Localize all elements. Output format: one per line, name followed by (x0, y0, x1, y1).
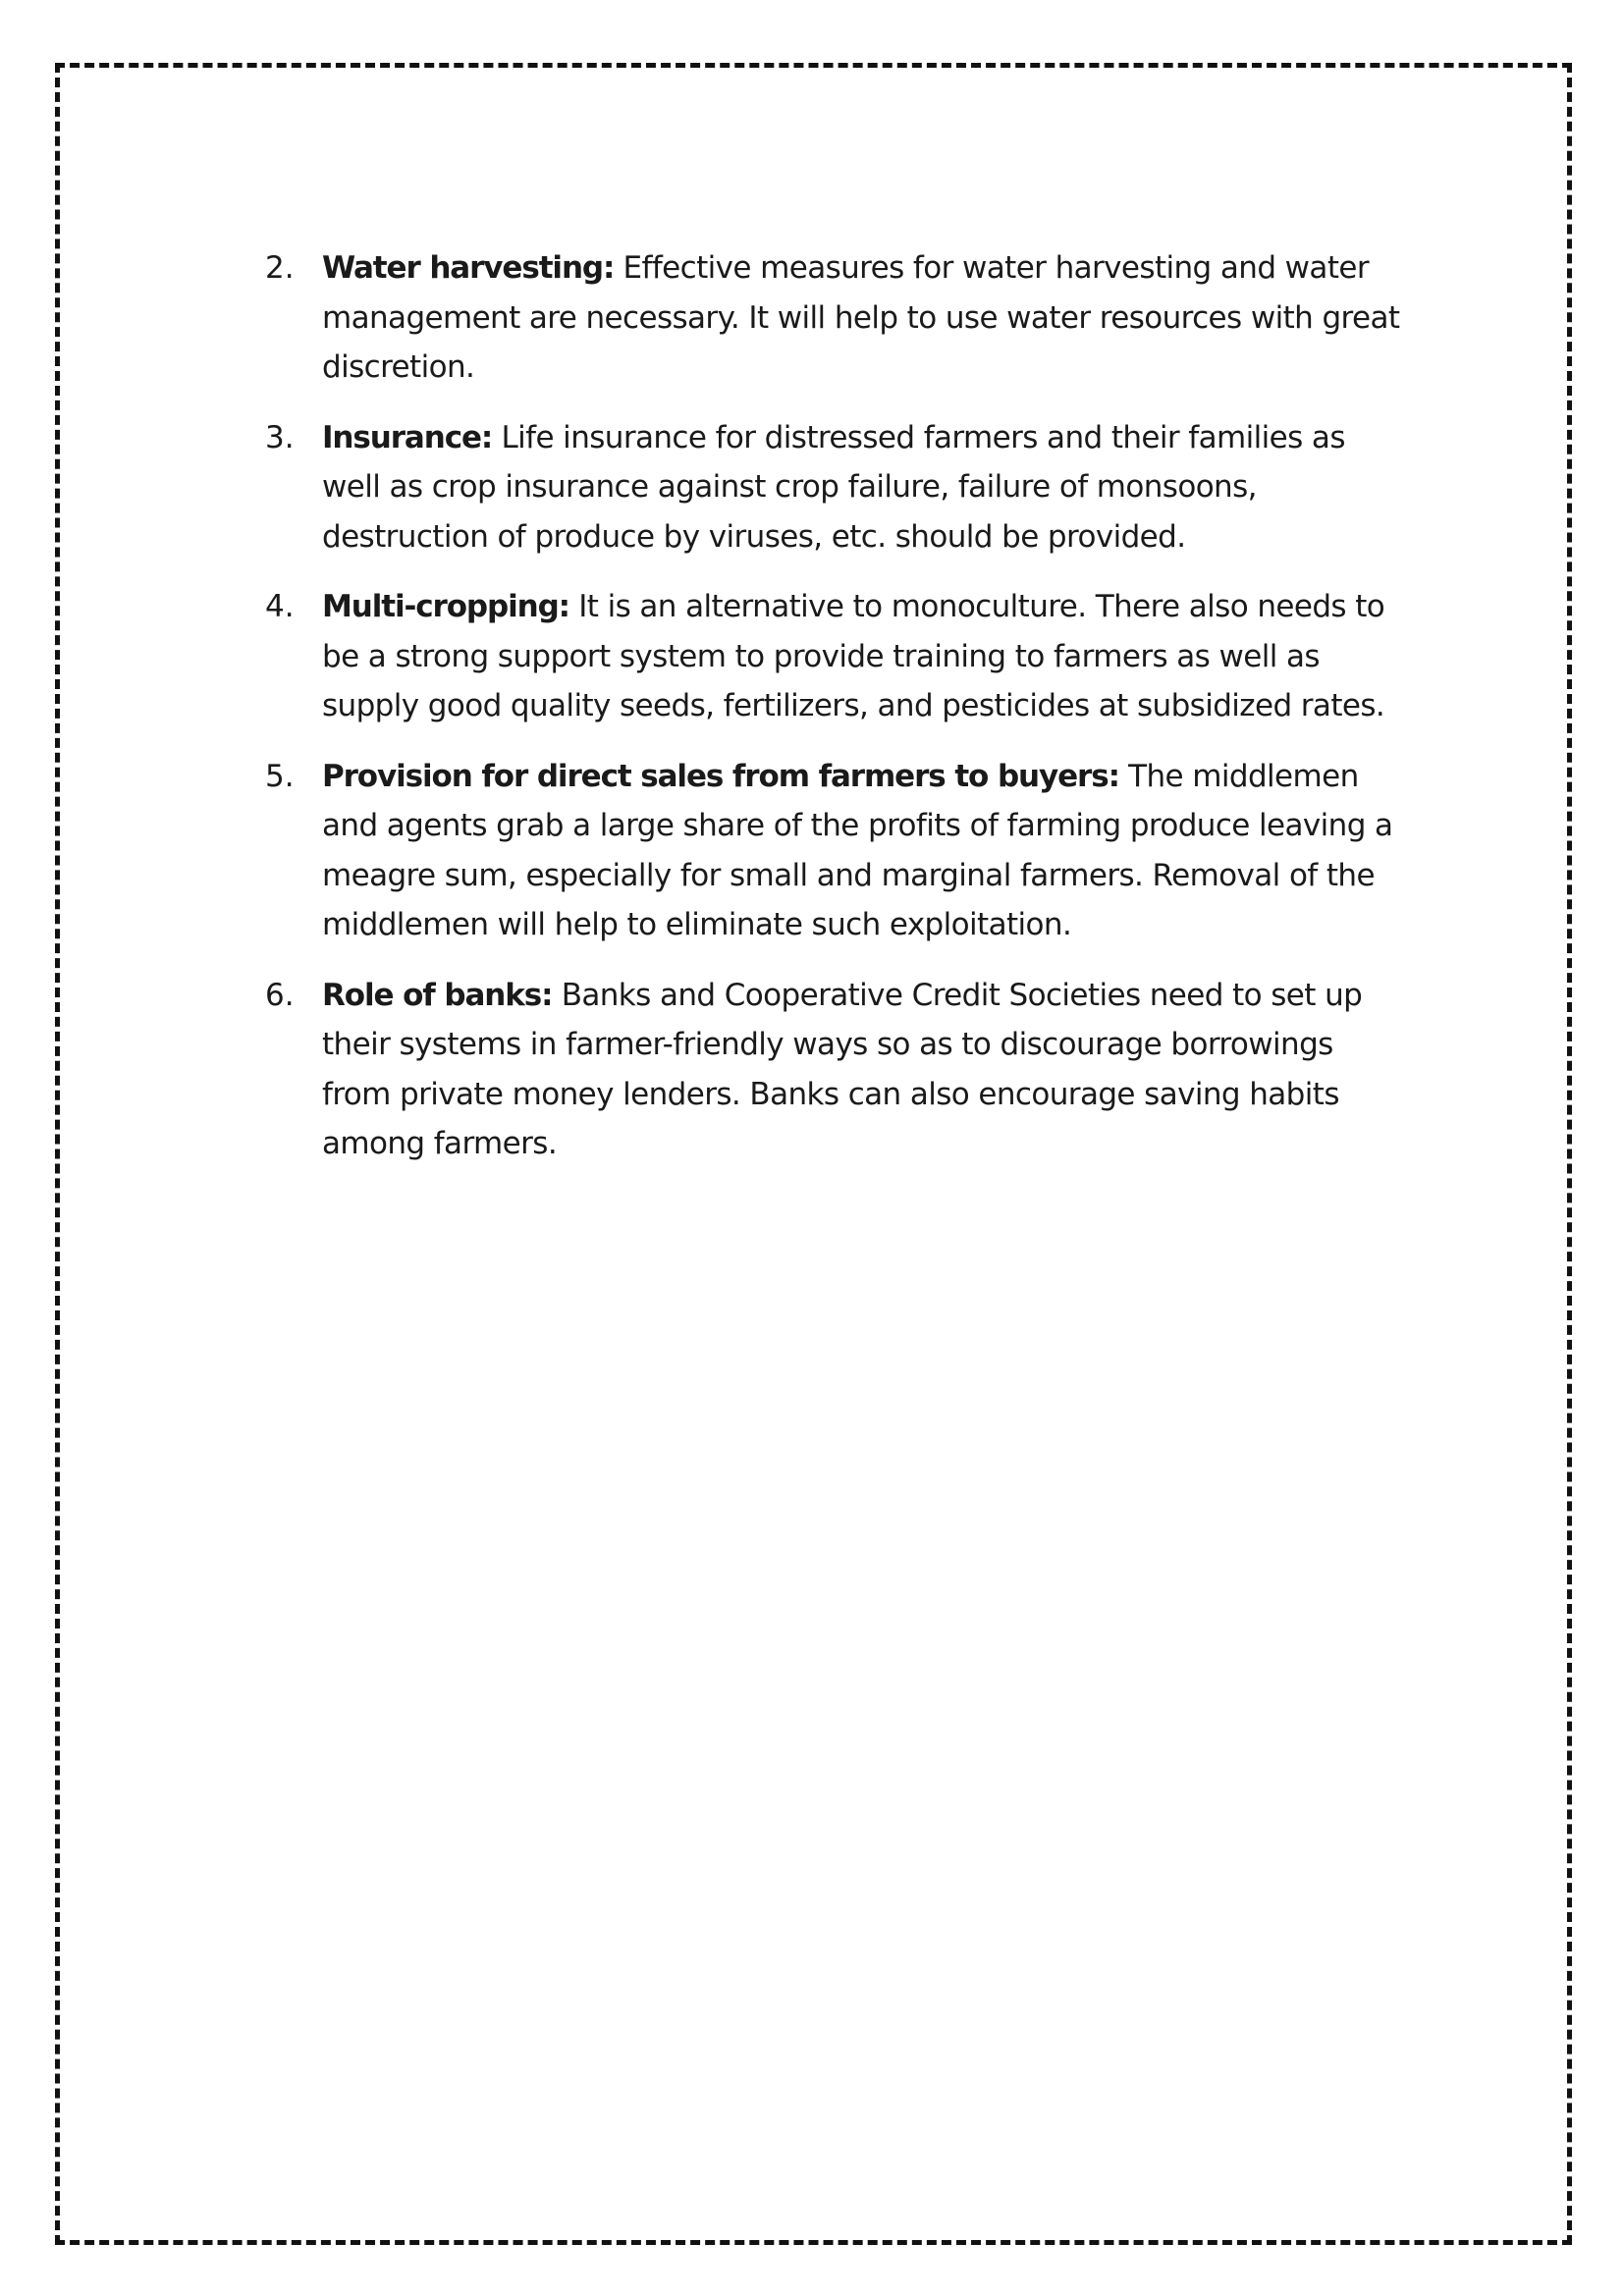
list-item-direct-sales (265, 752, 1404, 950)
list-item-body (322, 971, 1404, 1169)
list-number: 6. (265, 977, 295, 1013)
list-item-description: Life insurance for distressed farmers and their families as well as crop insurance against crop failure, failure of monsoons, destruction of produce by viruses, etc. should be provided. (322, 419, 1345, 555)
list-item-body (322, 752, 1404, 950)
list-item-term: Multi-cropping: (322, 589, 569, 624)
list-item-description: It is an alternative to monoculture. There also needs to be a strong support system to provide training to farmers as well as supply good quality seeds, fertilizers, and pesticides at subsidized rates. (322, 589, 1385, 723)
list-number: 4. (265, 589, 295, 624)
list-number: 5. (265, 758, 295, 794)
numbered-list (265, 243, 1404, 1190)
list-item-term: Role of banks: (322, 977, 553, 1013)
list-item-multi-cropping (265, 582, 1404, 731)
list-item-role-of-banks (265, 971, 1404, 1169)
list-item-description: Effective measures for water harvesting and water management are necessary. It will help to use water resources with great discretion. (322, 250, 1400, 385)
list-item-description: Banks and Cooperative Credit Societies need to set up their systems in farmer-friendly ways so as to discourage borrowings from private money lenders. Banks can also encourage saving habits among farmers. (322, 977, 1363, 1161)
list-item-body (322, 413, 1404, 562)
list-item-body (322, 582, 1404, 731)
list-number: 3. (265, 419, 295, 455)
list-number: 2. (265, 250, 295, 286)
list-item-body (322, 243, 1404, 393)
list-item-term: Provision for direct sales from farmers to buyers: (322, 758, 1119, 794)
list-item-insurance (265, 413, 1404, 562)
list-item-term: Water harvesting: (322, 250, 615, 286)
list-item-water-harvesting (265, 243, 1404, 393)
list-item-term: Insurance: (322, 419, 493, 455)
list-item-description: The middlemen and agents grab a large share of the profits of farming produce leaving a meagre sum, especially for small and marginal farmers. Removal of the middlemen will help to eliminate such exploitation. (322, 758, 1393, 942)
